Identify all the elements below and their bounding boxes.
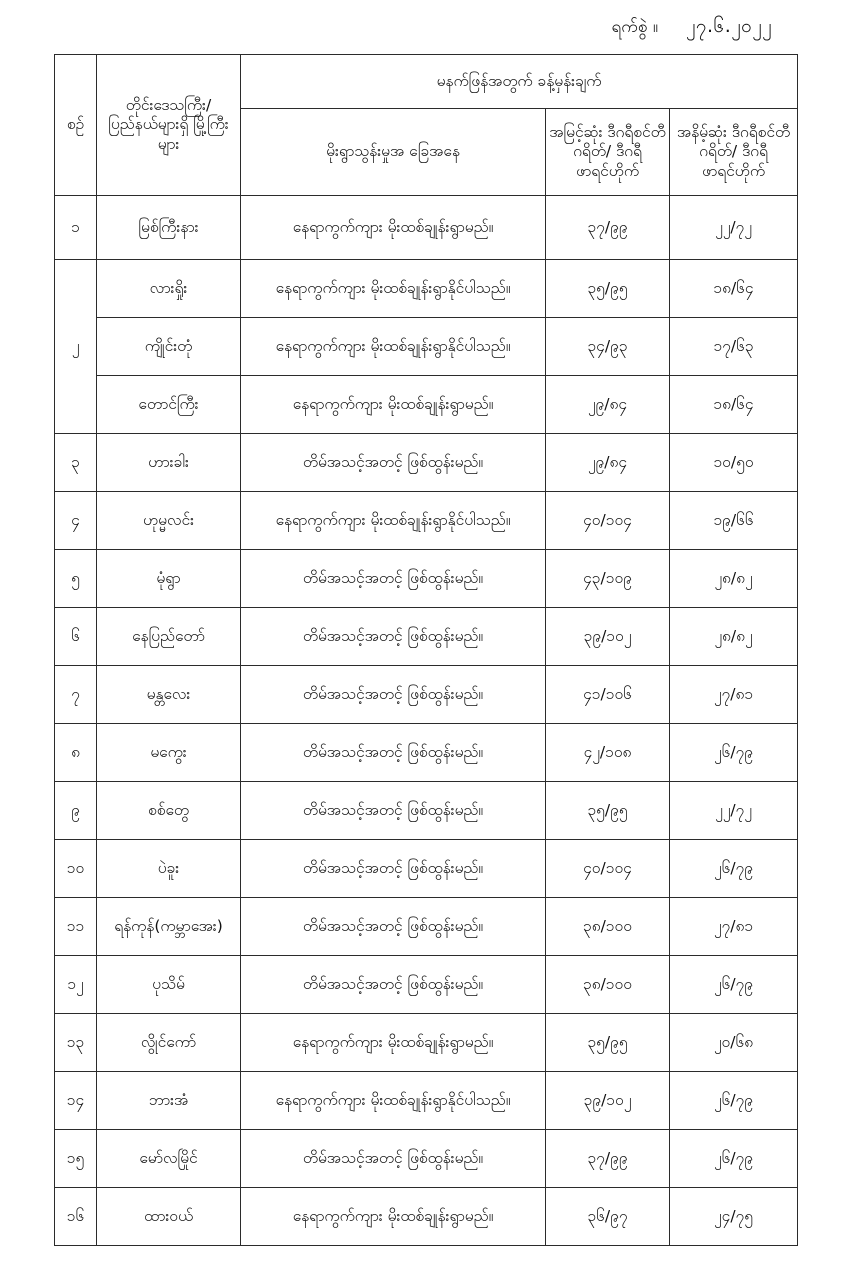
- min-temp: ၂၆/၇၉: [670, 1130, 798, 1188]
- table-row: [55, 196, 798, 260]
- city-name: ဟုမ္မလင်း: [97, 492, 241, 550]
- table-row: [55, 550, 798, 608]
- city-name: မုံရွာ: [97, 550, 241, 608]
- forecast-table: [54, 54, 798, 1246]
- min-temp: ၂၇/၈၁: [670, 666, 798, 724]
- city-name: စစ်တွေ: [97, 782, 241, 840]
- row-number: ၂: [55, 260, 97, 434]
- rain-condition: တိမ်အသင့်အတင့် ဖြစ်ထွန်းမည်။: [241, 434, 546, 492]
- max-temp: ၂၉/၈၄: [546, 434, 670, 492]
- max-temp: ၄၀/၁၀၄: [546, 840, 670, 898]
- rain-condition: တိမ်အသင့်အတင့် ဖြစ်ထွန်းမည်။: [241, 1130, 546, 1188]
- rain-condition: တိမ်အသင့်အတင့် ဖြစ်ထွန်းမည်။: [241, 782, 546, 840]
- city-name: နေပြည်တော်: [97, 608, 241, 666]
- rain-condition: နေရာကွက်ကျား မိုးထစ်ချုန်းရွာနိုင်ပါသည်။: [241, 318, 546, 376]
- table-row: [55, 840, 798, 898]
- city-name: ရန်ကုန်(ကမ္ဘာအေး): [97, 898, 241, 956]
- rain-condition: နေရာကွက်ကျား မိုးထစ်ချုန်းရွာမည်။: [241, 376, 546, 434]
- header-min-temp: အနိမ့်ဆုံး ဒီဂရီစင်တီဂရိတ်/ ဒီဂရီဖာရင်ဟိုက်: [670, 109, 798, 196]
- rain-condition: နေရာကွက်ကျား မိုးထစ်ချုန်းရွာနိုင်ပါသည်။: [241, 260, 546, 318]
- rain-condition: တိမ်အသင့်အတင့် ဖြစ်ထွန်းမည်။: [241, 666, 546, 724]
- rain-condition: နေရာကွက်ကျား မိုးထစ်ချုန်းရွာနိုင်ပါသည်။: [241, 1072, 546, 1130]
- max-temp: ၃၇/၉၉: [546, 1130, 670, 1188]
- city-name: လားရှိုး: [97, 260, 241, 318]
- min-temp: ၂၀/၆၈: [670, 1014, 798, 1072]
- row-number: ၁၀: [55, 840, 97, 898]
- rain-condition: တိမ်အသင့်အတင့် ဖြစ်ထွန်းမည်။: [241, 956, 546, 1014]
- city-name: မကွေး: [97, 724, 241, 782]
- city-name: တောင်ကြီး: [97, 376, 241, 434]
- header-city: တိုင်းဒေသကြီး/ ပြည်နယ်များရှိ မြို့ကြီးများ: [97, 55, 241, 196]
- city-name: လွိုင်ကော်: [97, 1014, 241, 1072]
- table-row: [55, 434, 798, 492]
- city-name: မြစ်ကြီးနား: [97, 196, 241, 260]
- min-temp: ၂၆/၇၉: [670, 840, 798, 898]
- table-row: [55, 1130, 798, 1188]
- min-temp: ၁၈/၆၄: [670, 260, 798, 318]
- row-number: ၉: [55, 782, 97, 840]
- min-temp: ၂၈/၈၂: [670, 608, 798, 666]
- row-number: ၁၆: [55, 1188, 97, 1246]
- city-name: ပဲခူး: [97, 840, 241, 898]
- table-row: [55, 956, 798, 1014]
- rain-condition: တိမ်အသင့်အတင့် ဖြစ်ထွန်းမည်။: [241, 898, 546, 956]
- max-temp: ၄၀/၁၀၄: [546, 492, 670, 550]
- rain-condition: တိမ်အသင့်အတင့် ဖြစ်ထွန်းမည်။: [241, 550, 546, 608]
- table-row: [55, 724, 798, 782]
- date-line: [560, 8, 800, 48]
- row-number: ၅: [55, 550, 97, 608]
- max-temp: ၃၉/၁၀၂: [546, 1072, 670, 1130]
- min-temp: ၂၈/၈၂: [670, 550, 798, 608]
- row-number: ၁၅: [55, 1130, 97, 1188]
- date-value: ၂၇.၆.၂၀၂၂: [686, 15, 772, 37]
- header-no: စဉ်: [55, 55, 97, 196]
- min-temp: ၂၆/၇၉: [670, 956, 798, 1014]
- row-number: ၆: [55, 608, 97, 666]
- min-temp: ၁၇/၆၃: [670, 318, 798, 376]
- table-row: [55, 666, 798, 724]
- row-number: ၁၂: [55, 956, 97, 1014]
- min-temp: ၁၉/၆၆: [670, 492, 798, 550]
- table-row: [55, 376, 798, 434]
- min-temp: ၂၇/၈၁: [670, 898, 798, 956]
- rain-condition: နေရာကွက်ကျား မိုးထစ်ချုန်းရွာမည်။: [241, 1188, 546, 1246]
- date-label: ရက်စွဲ ။: [611, 16, 658, 37]
- forecast-body: [55, 196, 798, 1246]
- row-number: ၄: [55, 492, 97, 550]
- max-temp: ၃၈/၁၀၀: [546, 898, 670, 956]
- max-temp: ၃၆/၉၇: [546, 1188, 670, 1246]
- min-temp: ၂၄/၇၅: [670, 1188, 798, 1246]
- min-temp: ၂၆/၇၉: [670, 1072, 798, 1130]
- city-name: ကျိုင်းတုံ: [97, 318, 241, 376]
- table-row: [55, 782, 798, 840]
- max-temp: ၃၇/၉၉: [546, 196, 670, 260]
- table-row: [55, 1072, 798, 1130]
- min-temp: ၂၆/၇၉: [670, 724, 798, 782]
- max-temp: ၃၄/၉၃: [546, 318, 670, 376]
- header-max-temp: အမြင့်ဆုံး ဒီဂရီစင်တီဂရိတ်/ ဒီဂရီဖာရင်ဟိုက်: [546, 109, 670, 196]
- city-name: မော်လမြိုင်: [97, 1130, 241, 1188]
- max-temp: ၃၅/၉၅: [546, 260, 670, 318]
- min-temp: ၂၂/၇၂: [670, 782, 798, 840]
- rain-condition: နေရာကွက်ကျား မိုးထစ်ချုန်းရွာမည်။: [241, 1014, 546, 1072]
- max-temp: ၃၉/၁၀၂: [546, 608, 670, 666]
- city-name: ဟားခါး: [97, 434, 241, 492]
- row-number: ၁၃: [55, 1014, 97, 1072]
- row-number: ၁၄: [55, 1072, 97, 1130]
- table-row: [55, 1188, 798, 1246]
- table-row: [55, 1014, 798, 1072]
- rain-condition: နေရာကွက်ကျား မိုးထစ်ချုန်းရွာနိုင်ပါသည်။: [241, 492, 546, 550]
- min-temp: ၂၂/၇၂: [670, 196, 798, 260]
- max-temp: ၄၂/၁၀၈: [546, 724, 670, 782]
- city-name: မန္တလေး: [97, 666, 241, 724]
- min-temp: ၁၈/၆၄: [670, 376, 798, 434]
- rain-condition: တိမ်အသင့်အတင့် ဖြစ်ထွန်းမည်။: [241, 608, 546, 666]
- table-row: [55, 898, 798, 956]
- table-row: [55, 318, 798, 376]
- city-name: ပုသိမ်: [97, 956, 241, 1014]
- table-row: [55, 608, 798, 666]
- table-row: [55, 260, 798, 318]
- row-number: ၁: [55, 196, 97, 260]
- row-number: ၃: [55, 434, 97, 492]
- row-number: ၈: [55, 724, 97, 782]
- max-temp: ၃၈/၁၀၀: [546, 956, 670, 1014]
- header-rain: မိုးရွာသွန်းမှုအ ခြေအနေ: [241, 109, 546, 196]
- row-number: ၇: [55, 666, 97, 724]
- max-temp: ၃၅/၉၅: [546, 782, 670, 840]
- max-temp: ၄၃/၁၀၉: [546, 550, 670, 608]
- max-temp: ၄၁/၁၀၆: [546, 666, 670, 724]
- header-forecast-group: မနက်ဖြန်အတွက် ခန့်မှန်းချက်: [241, 55, 798, 109]
- max-temp: ၂၉/၈၄: [546, 376, 670, 434]
- min-temp: ၁၀/၅၀: [670, 434, 798, 492]
- rain-condition: တိမ်အသင့်အတင့် ဖြစ်ထွန်းမည်။: [241, 724, 546, 782]
- row-number: ၁၁: [55, 898, 97, 956]
- city-name: ထားဝယ်: [97, 1188, 241, 1246]
- max-temp: ၃၅/၉၅: [546, 1014, 670, 1072]
- rain-condition: တိမ်အသင့်အတင့် ဖြစ်ထွန်းမည်။: [241, 840, 546, 898]
- table-row: [55, 492, 798, 550]
- rain-condition: နေရာကွက်ကျား မိုးထစ်ချုန်းရွာမည်။: [241, 196, 546, 260]
- city-name: ဘားအံ: [97, 1072, 241, 1130]
